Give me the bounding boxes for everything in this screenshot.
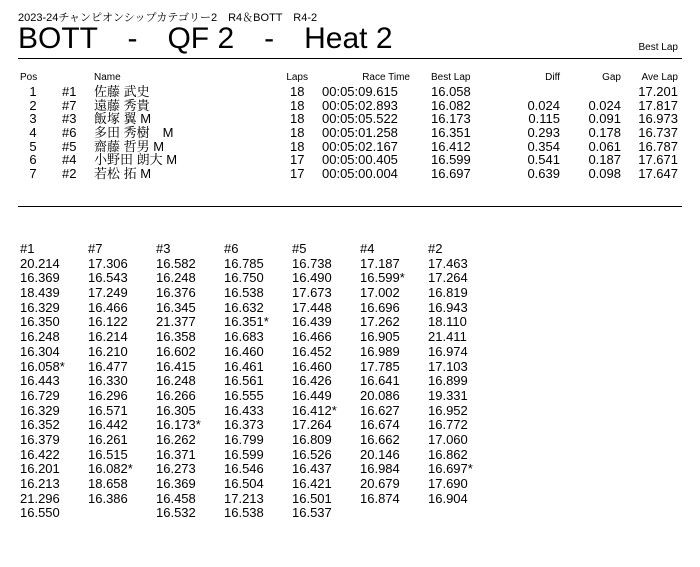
lap-time-cell: 17.060 — [428, 431, 468, 447]
lap-time-cell: 16.443 — [20, 373, 60, 389]
page-title: BOTT - QF 2 - Heat 2 — [18, 22, 393, 55]
lap-time-cell: 16.201 — [20, 461, 60, 477]
lap-time-cell: 16.262 — [156, 431, 196, 447]
lap-time-cell: 21.296 — [20, 490, 60, 506]
lap-time-cell: 16.358 — [156, 329, 196, 345]
col-ave-lap-header: Ave Lap — [641, 72, 678, 83]
driver-name-cell: 小野田 朗大 M — [94, 152, 178, 168]
race-time-cell: 00:05:02.893 — [322, 97, 398, 113]
lap-column-header: #1 — [20, 241, 35, 256]
lap-time-cell: 16.452 — [292, 343, 332, 359]
lap-time-cell: 18.439 — [20, 285, 60, 301]
lap-time-cell: 16.330 — [88, 373, 128, 389]
kart-number-cell: #6 — [62, 125, 77, 141]
lap-time-cell: 16.437 — [292, 461, 332, 477]
ave-lap-cell: 16.973 — [638, 111, 678, 127]
diff-cell: 0.293 — [527, 125, 560, 141]
lap-column-header: #3 — [156, 241, 171, 256]
lap-time-cell: 21.411 — [428, 329, 467, 345]
lap-time-cell: 16.412* — [292, 402, 337, 418]
lap-time-cell: 16.905 — [360, 329, 400, 345]
lap-time-cell: 16.461 — [224, 358, 264, 374]
driver-name-cell: 若松 拓 M — [94, 166, 152, 182]
lap-time-cell: 17.690 — [428, 476, 468, 491]
lap-time-cell: 16.550 — [20, 505, 60, 521]
lap-time-cell: 16.122 — [88, 314, 128, 330]
lap-time-cell: 16.532 — [156, 505, 196, 521]
lap-time-cell: 16.449 — [292, 387, 332, 403]
gap-cell: 0.091 — [588, 111, 621, 127]
driver-name-cell: 飯塚 翼 M — [94, 111, 152, 127]
lap-time-cell: 16.173* — [156, 417, 201, 433]
lap-time-cell: 16.351* — [224, 314, 269, 330]
col-best-lap-header: Best Lap — [431, 72, 471, 83]
best-lap-cell: 16.697 — [431, 166, 471, 182]
lap-time-cell: 20.146 — [360, 446, 400, 462]
lap-time-cell: 16.214 — [88, 329, 128, 345]
pos-cell: 4 — [29, 125, 37, 141]
lap-time-cell: 18.110 — [428, 314, 467, 330]
lap-time-cell: 16.305 — [156, 402, 196, 418]
lap-time-cell: 16.738 — [292, 255, 332, 271]
diff-cell: 0.639 — [527, 166, 560, 182]
kart-number-cell: #5 — [62, 138, 77, 154]
diff-cell: 0.354 — [527, 138, 560, 154]
lap-time-cell: 16.376 — [156, 285, 196, 301]
lap-time-cell: 16.273 — [156, 461, 196, 477]
lap-time-cell: 16.504 — [224, 476, 264, 491]
lap-time-cell: 16.989 — [360, 343, 400, 359]
lap-time-cell: 16.674 — [360, 417, 400, 433]
lap-time-cell: 16.952 — [428, 402, 468, 418]
gap-cell: 0.061 — [588, 138, 621, 154]
table-row — [0, 85, 700, 99]
laps-cell: 18 — [290, 111, 305, 127]
lap-column — [224, 242, 292, 521]
lap-time-cell: 16.350 — [20, 314, 60, 330]
best-lap-tag: Best Lap — [638, 42, 678, 53]
lap-time-cell: 16.874 — [360, 490, 400, 506]
lap-time-cell: 16.373 — [224, 417, 264, 433]
laps-cell: 17 — [290, 166, 305, 182]
diff-cell: 0.115 — [528, 111, 560, 127]
pos-cell: 2 — [29, 97, 37, 113]
col-name-header: Name — [94, 72, 121, 83]
lap-time-cell: 16.750 — [224, 270, 264, 286]
lap-time-cell: 16.555 — [224, 387, 264, 403]
laps-cell: 18 — [290, 97, 305, 113]
lap-time-cell: 16.984 — [360, 461, 400, 477]
lap-time-cell: 16.210 — [88, 343, 128, 359]
lap-time-cell: 16.538 — [224, 505, 264, 521]
lap-time-cell: 17.264 — [428, 270, 468, 286]
lap-time-cell: 16.819 — [428, 285, 468, 301]
kart-number-cell: #7 — [62, 97, 77, 113]
lap-time-cell: 16.602 — [156, 343, 196, 359]
lap-time-cell: 16.261 — [88, 431, 128, 447]
lap-time-cell: 16.371 — [156, 446, 196, 462]
lap-time-cell: 16.799 — [224, 431, 264, 447]
lap-time-cell: 16.058* — [20, 358, 65, 374]
lap-column-header: #2 — [428, 241, 443, 256]
laps-cell: 18 — [290, 125, 305, 141]
col-laps-header: Laps — [286, 72, 308, 83]
lap-time-cell: 16.862 — [428, 446, 468, 462]
lap-time-cell: 16.296 — [88, 387, 128, 403]
lap-time-cell: 18.658 — [88, 476, 128, 491]
lap-time-cell: 16.466 — [88, 299, 128, 315]
gap-cell: 0.178 — [588, 125, 621, 141]
lap-time-cell: 16.248 — [20, 329, 60, 345]
lap-time-cell: 16.582 — [156, 255, 196, 271]
best-lap-cell: 16.173 — [431, 111, 471, 127]
lap-time-cell: 16.538 — [224, 285, 264, 301]
lap-time-cell: 16.683 — [224, 329, 264, 345]
lap-time-cell: 16.899 — [428, 373, 468, 389]
lap-time-cell: 16.543 — [88, 270, 128, 286]
best-lap-cell: 16.082 — [431, 97, 471, 113]
lap-time-cell: 16.460 — [292, 358, 332, 374]
lap-time-cell: 17.262 — [360, 314, 400, 330]
race-time-cell: 00:05:02.167 — [322, 138, 398, 154]
table-row — [0, 167, 700, 181]
best-lap-cell: 16.058 — [431, 84, 471, 99]
lap-time-cell: 16.369 — [20, 270, 60, 286]
lap-time-cell: 16.266 — [156, 387, 196, 403]
lap-column-header: #7 — [88, 241, 103, 256]
lap-time-cell: 16.537 — [292, 505, 332, 521]
lap-time-cell: 16.501 — [292, 490, 332, 506]
lap-time-cell: 16.248 — [156, 270, 196, 286]
lap-time-cell: 20.086 — [360, 387, 400, 403]
lap-time-cell: 16.697* — [428, 461, 473, 477]
lap-column-header: #5 — [292, 241, 307, 256]
lap-time-cell: 20.214 — [20, 255, 60, 271]
lap-time-cell: 16.439 — [292, 314, 332, 330]
lap-time-cell: 16.352 — [20, 417, 60, 433]
lap-time-cell: 16.369 — [156, 476, 196, 491]
lap-time-cell: 16.213 — [20, 476, 60, 491]
lap-time-cell: 16.662 — [360, 431, 400, 447]
lap-time-cell: 17.103 — [428, 358, 468, 374]
lap-column — [360, 242, 428, 506]
lap-time-cell: 17.448 — [292, 299, 332, 315]
laps-cell: 18 — [290, 138, 305, 154]
kart-number-cell: #3 — [62, 111, 77, 127]
gap-cell: 0.024 — [588, 97, 621, 113]
kart-number-cell: #4 — [62, 152, 77, 168]
driver-name-cell: 齋藤 哲男 M — [94, 138, 165, 154]
ave-lap-cell: 17.671 — [638, 152, 678, 168]
table-row — [0, 112, 700, 126]
lap-time-cell: 16.599 — [224, 446, 264, 462]
ave-lap-cell: 17.817 — [638, 97, 678, 113]
lap-column — [156, 242, 224, 521]
best-lap-cell: 16.351 — [431, 125, 471, 141]
ave-lap-cell: 16.787 — [638, 138, 678, 154]
race-time-cell: 00:05:00.405 — [322, 152, 398, 168]
lap-time-cell: 16.442 — [88, 417, 128, 433]
table-row — [0, 153, 700, 167]
pos-cell: 3 — [29, 111, 37, 127]
lap-time-cell: 19.331 — [428, 387, 468, 403]
driver-name-cell: 遠藤 秀貴 — [94, 97, 150, 113]
lap-time-cell: 16.460 — [224, 343, 264, 359]
lap-column-header: #6 — [224, 241, 239, 256]
lap-time-cell: 16.345 — [156, 299, 196, 315]
lap-time-cell: 16.422 — [20, 446, 60, 462]
header-divider — [18, 58, 682, 59]
gap-cell: 0.187 — [588, 152, 621, 168]
pos-cell: 6 — [29, 152, 37, 168]
lap-time-cell: 16.772 — [428, 417, 468, 433]
results-table — [0, 72, 700, 181]
lap-time-cell: 16.329 — [20, 299, 60, 315]
lap-time-cell: 17.264 — [292, 417, 332, 433]
kart-number-cell: #2 — [62, 166, 77, 182]
race-time-cell: 00:05:00.004 — [322, 166, 398, 182]
lap-time-cell: 16.785 — [224, 255, 264, 271]
table-row — [0, 126, 700, 140]
lap-time-cell: 16.415 — [156, 358, 196, 374]
best-lap-cell: 16.599 — [431, 152, 471, 168]
lap-time-cell: 16.386 — [88, 490, 128, 506]
lap-time-cell: 17.306 — [88, 255, 128, 271]
lap-time-cell: 20.679 — [360, 476, 400, 491]
lap-column — [292, 242, 360, 521]
lap-time-cell: 16.571 — [88, 402, 128, 418]
pos-cell: 5 — [29, 138, 37, 154]
driver-name-cell: 佐藤 武史 — [94, 84, 150, 99]
lap-time-cell: 16.627 — [360, 402, 400, 418]
lap-time-cell: 16.426 — [292, 373, 332, 389]
lap-time-cell: 16.466 — [292, 329, 332, 345]
lap-time-cell: 17.002 — [360, 285, 400, 301]
col-gap-header: Gap — [602, 72, 621, 83]
lap-time-cell: 17.249 — [88, 285, 128, 301]
lap-time-cell: 16.696 — [360, 299, 400, 315]
lap-time-cell: 16.379 — [20, 431, 60, 447]
diff-cell: 0.024 — [527, 97, 560, 113]
race-time-cell: 00:05:01.258 — [322, 125, 398, 141]
event-subtitle: 2023-24チャンピオンシップカテゴリー2 R4＆BOTT R4-2 — [18, 12, 318, 24]
gap-cell: 0.098 — [588, 166, 621, 182]
lap-time-cell: 16.458 — [156, 490, 196, 506]
lap-time-cell: 16.433 — [224, 402, 264, 418]
lap-time-cell: 17.463 — [428, 255, 468, 271]
kart-number-cell: #1 — [62, 84, 77, 99]
lap-time-cell: 16.546 — [224, 461, 264, 477]
lap-time-cell: 16.490 — [292, 270, 332, 286]
lap-time-cell: 16.729 — [20, 387, 60, 403]
lap-time-cell: 17.187 — [360, 255, 400, 271]
lap-time-cell: 16.526 — [292, 446, 332, 462]
pos-cell: 7 — [29, 166, 37, 182]
lap-time-cell: 16.329 — [20, 402, 60, 418]
lap-column — [428, 242, 496, 506]
lap-column-header: #4 — [360, 241, 375, 256]
lap-time-cell: 17.785 — [360, 358, 400, 374]
laps-cell: 17 — [290, 152, 305, 168]
pos-cell: 1 — [29, 84, 37, 99]
col-diff-header: Diff — [545, 72, 560, 83]
lap-time-cell: 16.904 — [428, 490, 468, 506]
diff-cell: 0.541 — [527, 152, 560, 168]
lap-time-cell: 16.809 — [292, 431, 332, 447]
table-row — [0, 99, 700, 113]
lap-time-cell: 16.974 — [428, 343, 468, 359]
lap-time-cell: 16.641 — [360, 373, 400, 389]
lap-time-cell: 17.213 — [224, 490, 264, 506]
ave-lap-cell: 16.737 — [638, 125, 678, 141]
lap-time-cell: 16.515 — [88, 446, 128, 462]
lap-time-cell: 16.943 — [428, 299, 468, 315]
lap-time-cell: 16.304 — [20, 343, 60, 359]
race-time-cell: 00:05:09.615 — [322, 84, 398, 99]
col-race-time-header: Race Time — [362, 72, 410, 83]
race-time-cell: 00:05:05.522 — [322, 111, 398, 127]
lap-time-cell: 17.673 — [292, 285, 332, 301]
ave-lap-cell: 17.647 — [638, 166, 678, 182]
lap-time-cell: 16.421 — [292, 476, 332, 491]
lap-time-cell: 16.561 — [224, 373, 264, 389]
ave-lap-cell: 17.201 — [638, 84, 678, 99]
driver-name-cell: 多田 秀樹 M — [94, 125, 174, 141]
lap-column — [20, 242, 88, 521]
table-row — [0, 140, 700, 154]
lap-time-cell: 16.477 — [88, 358, 128, 374]
lap-time-cell: 16.632 — [224, 299, 264, 315]
lap-time-cell: 16.599* — [360, 270, 405, 286]
best-lap-cell: 16.412 — [431, 138, 471, 154]
laps-cell: 18 — [290, 84, 305, 99]
results-divider — [18, 206, 682, 207]
lap-time-cell: 16.248 — [156, 373, 196, 389]
lap-time-cell: 21.377 — [156, 314, 196, 330]
lap-time-cell: 16.082* — [88, 461, 133, 477]
col-pos-header: Pos — [20, 72, 38, 83]
lap-column — [88, 242, 156, 506]
